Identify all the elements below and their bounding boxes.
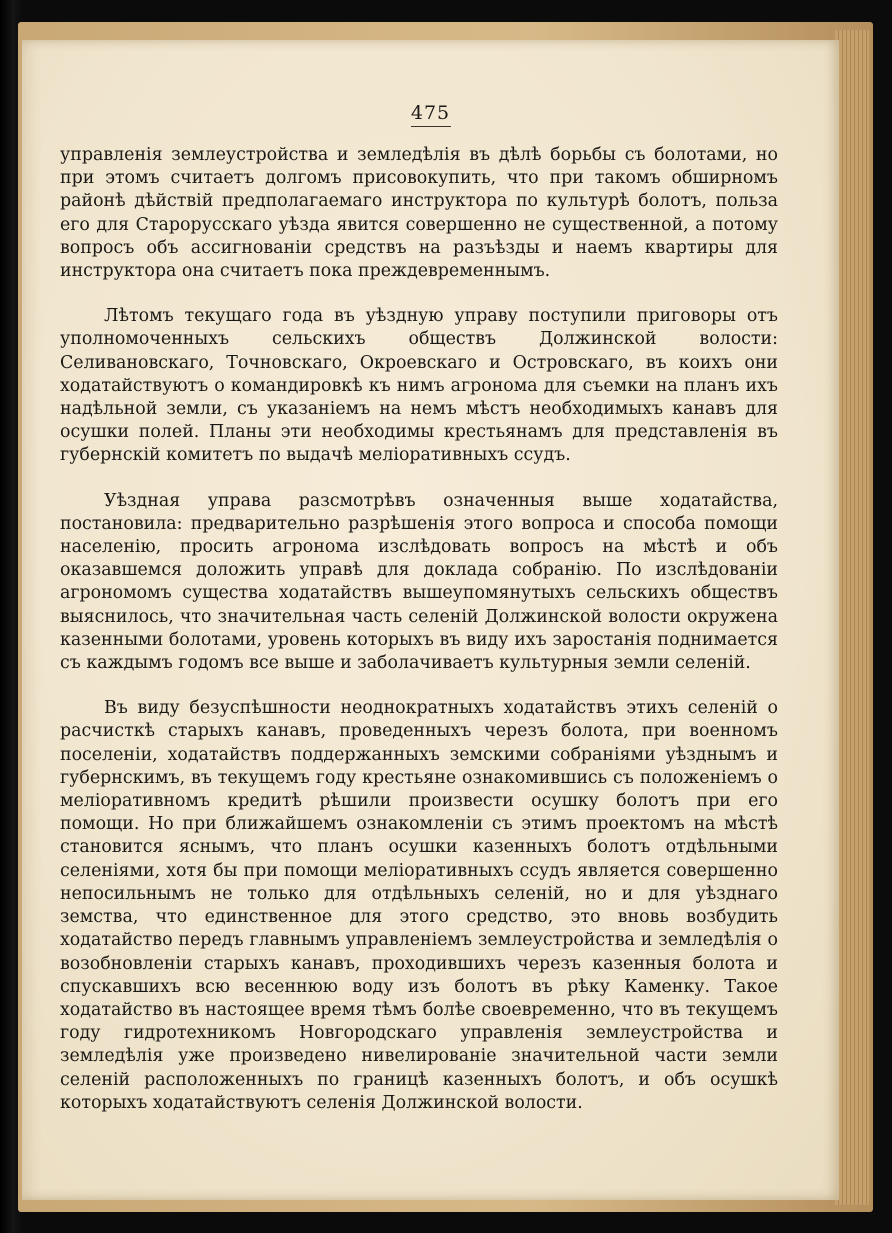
paragraph-1: управленія землеустройства и земледѣлія въ дѣлѣ борьбы съ болотами, но при этомъ считаетъ долгомъ присовокупить, что при такомъ обширномъ районѣ дѣйствій предполагаемаго инструктора по культурѣ болотъ, польза его для Старорусскаго уѣзда явится совершенно не существенной, а потому вопросъ объ ассигнованіи средствъ на разъѣзды и наемъ квартиры для инструктора она считаетъ пока преждевременнымъ. xyxy=(60,145,778,282)
page-number: 475 xyxy=(22,102,839,127)
page-text xyxy=(60,144,778,1137)
paragraph-4: Въ виду безуспѣшности неоднократныхъ ходатайствъ этихъ селеній о расчисткѣ старыхъ канавъ, проведенныхъ черезъ болота, при военномъ поселеніи, ходатайствъ поддержанныхъ земскими собраніями уѣзднымъ и губернскимъ, въ текущемъ году крестьяне ознакомившись съ положеніемъ о меліоративномъ кредитѣ рѣшили произвести осушку болотъ при его помощи. Но при ближайшемъ ознакомленіи съ этимъ проектомъ на мѣстѣ становится яснымъ, что планъ осушки казенныхъ болотъ отдѣльными селеніями, хотя бы при помощи меліоративныхъ ссудъ является совершенно непосильнымъ не только для отдѣльныхъ селеній, но и для уѣзднаго земства, что единственное для этого средство, это вновь возбудить ходатайство передъ главнымъ управленіемъ землеустройства и земледѣлія о возобновленіи старыхъ канавъ, проходившихъ черезъ казенныя болота и спускавшихъ всю весеннюю воду изъ болотъ въ рѣку Каменку. Такое ходатайство въ настоящее время тѣмъ болѣе своевременно, что въ текущемъ году гидротехникомъ Новгородскаго управленія землеустройства и земледѣлія уже произведено нивелированіе значительной части земли селеній расположенныхъ по границѣ казенныхъ болотъ, и объ осушкѣ которыхъ ходатайствуютъ селенія Должинской волости. xyxy=(60,698,778,1113)
paragraph-3: Уѣздная управа разсмотрѣвъ означенныя выше ходатайства, постановила: предварительно разрѣшенія этого вопроса и способа помощи населенію, просить агронома изслѣдовать вопросъ на мѣстѣ и объ оказавшемся доложить управѣ для доклада собранію. По изслѣдованіи агрономомъ существа ходатайствъ вышеупомянутыхъ сельскихъ обществъ выяснилось, что значительная часть селеній Должинской волости окружена казенными болотами, уровень которыхъ въ виду ихъ заростанія поднимается съ каждымъ годомъ все выше и заболачиваетъ культурныя земли селеній. xyxy=(60,490,778,674)
paragraph-2: Лѣтомъ текущаго года въ уѣздную управу поступили приговоры отъ уполномоченныхъ сельскихъ обществъ Должинской волости: Селивановскаго, Точновскаго, Окроевскаго и Островскаго, въ коихъ они ходатайствуютъ о командировкѣ къ нимъ агронома для съемки на планъ ихъ надѣльной земли, съ указаніемъ на немъ мѣстъ необходимыхъ канавъ для осушки полей. Планы эти необходимы крестьянамъ для представленія въ губернскій комитетъ по выдачѣ меліоративныхъ ссудъ. xyxy=(60,306,778,466)
page-edges xyxy=(835,30,869,1205)
book-page xyxy=(22,40,839,1200)
